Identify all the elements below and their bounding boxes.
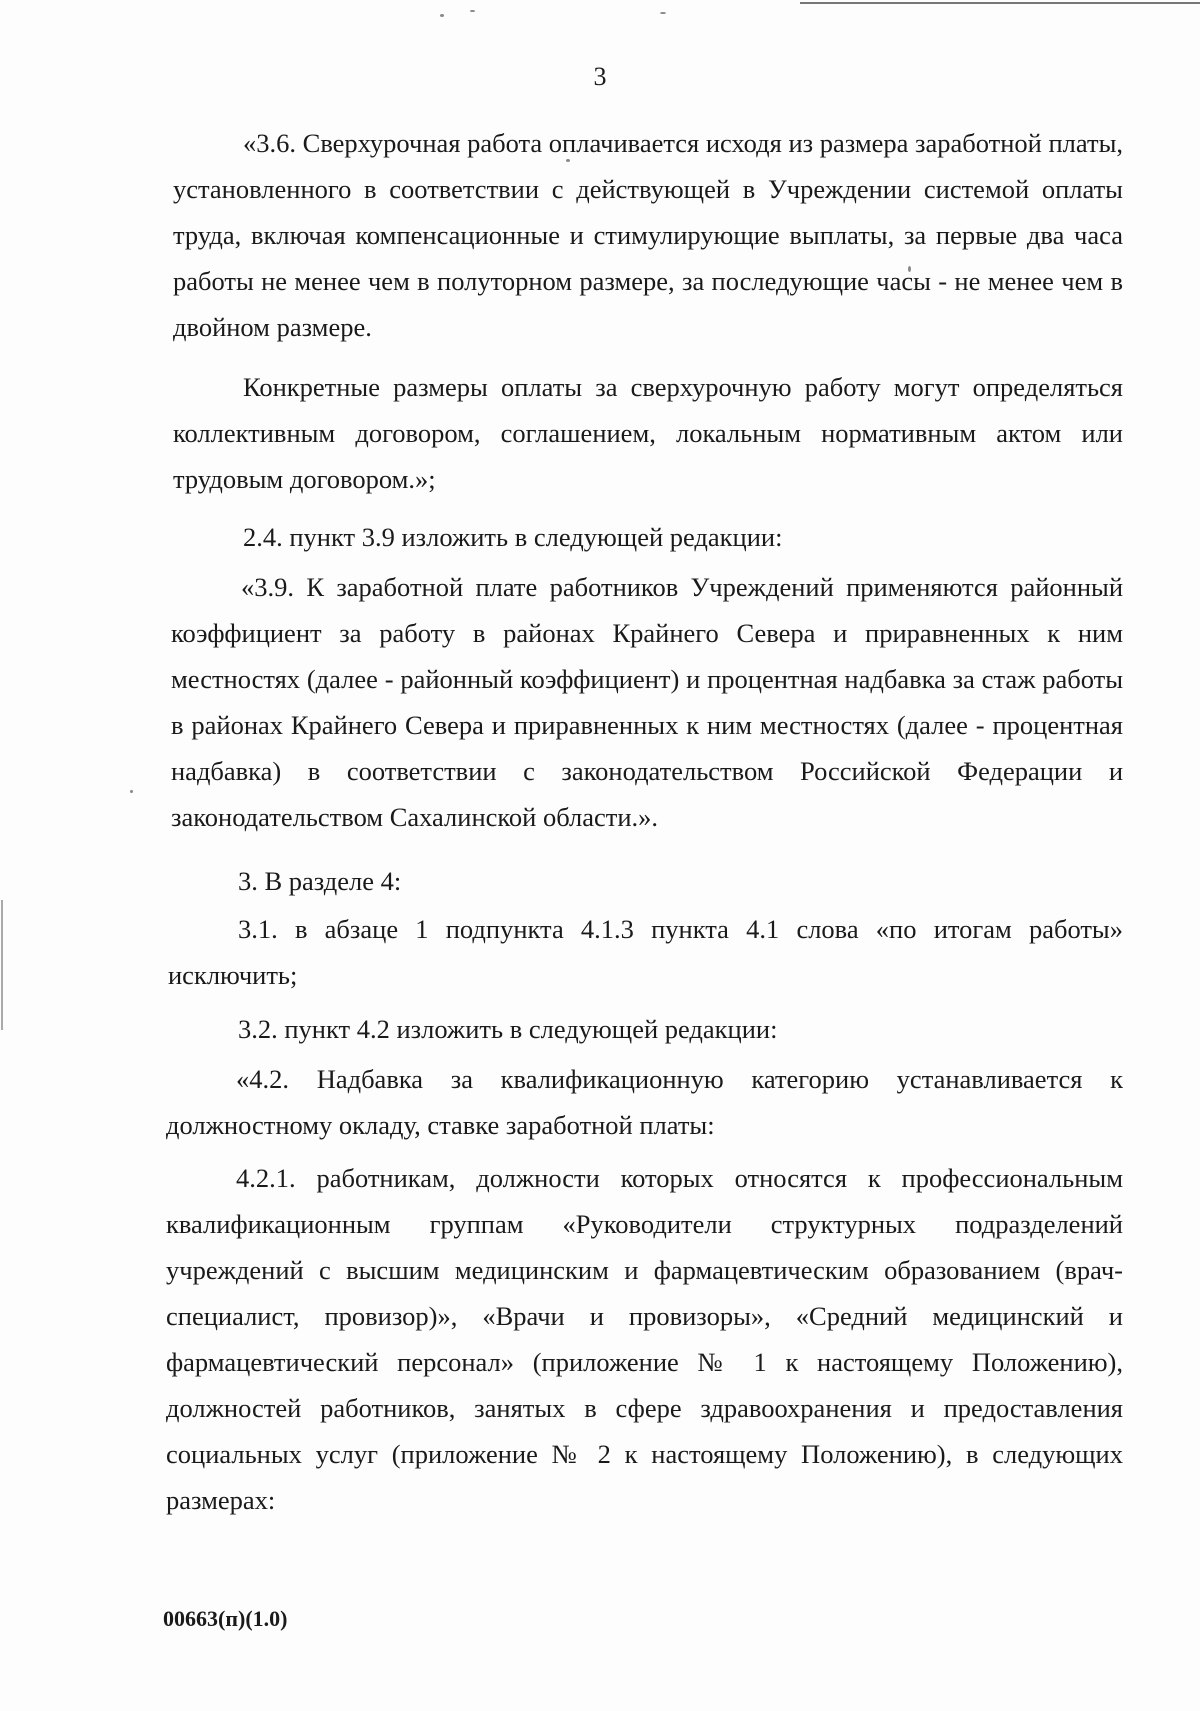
scan-speck: [130, 790, 133, 793]
scan-top-edge-line: [800, 2, 1200, 4]
document-code: 00663(п)(1.0): [163, 1606, 288, 1631]
scan-left-edge-line: [1, 900, 3, 1030]
paragraph-3-1: 3.1. в абзаце 1 подпункта 4.1.3 пункта 4.1 слова «по итогам работы» исключить;: [168, 914, 1123, 990]
paragraph-overtime-amounts: Конкретные размеры оплаты за сверхурочную работу могут определяться коллективным договором, соглашением, локальным нормативным актом или трудовым договором.»;: [173, 372, 1123, 494]
paragraph-3-2: 3.2. пункт 4.2 изложить в следующей редакции:: [238, 1014, 778, 1044]
paragraph-section-3: 3. В разделе 4:: [238, 866, 402, 896]
paragraph-4-2-1: 4.2.1. работникам, должности которых относятся к профессиональным квалификационным группам «Руководители структурных подразделений учреждений с высшим медицинским и фармацевтическим образованием (врач-специалист, провизор)», «Врачи и провизоры», «Средний медицинский и фармацевтический персонал» (приложение № 1 к настоящему Положению), должностей работников, занятых в сфере здравоохранения и предоставления социальных услуг (приложение № 2 к настоящему Положению), в следующих размерах:: [166, 1163, 1123, 1515]
paragraph-2-4: 2.4. пункт 3.9 изложить в следующей редакции:: [243, 522, 783, 552]
paragraph-3-6: «3.6. Сверхурочная работа оплачивается исходя из размера заработной платы, установленного в соответствии с действующей в Учреждении системой оплаты труда, включая компенсационные и стимулирующие выплаты, за первые два часа работы не менее чем в полуторном размере, за последующие часы - не менее чем в двойном размере.: [173, 128, 1123, 342]
paragraph-4-2: «4.2. Надбавка за квалификационную категорию устанавливается к должностному окладу, ставке заработной платы:: [166, 1064, 1123, 1140]
paragraph-3-9: «3.9. К заработной плате работников Учреждений применяются районный коэффициент за работу в районах Крайнего Севера и приравненных к ним местностях (далее - районный коэффициент) и процентная надбавка за стаж работы в районах Крайнего Севера и приравненных к ним местностях (далее - процентная надбавка) в соответствии с законодательством Российской Федерации и законодательством Сахалинской области.».: [171, 572, 1123, 832]
scan-speck: [440, 14, 444, 17]
scan-speck: [470, 10, 475, 12]
scan-speck: [660, 12, 666, 14]
page-number: 3: [593, 62, 607, 91]
